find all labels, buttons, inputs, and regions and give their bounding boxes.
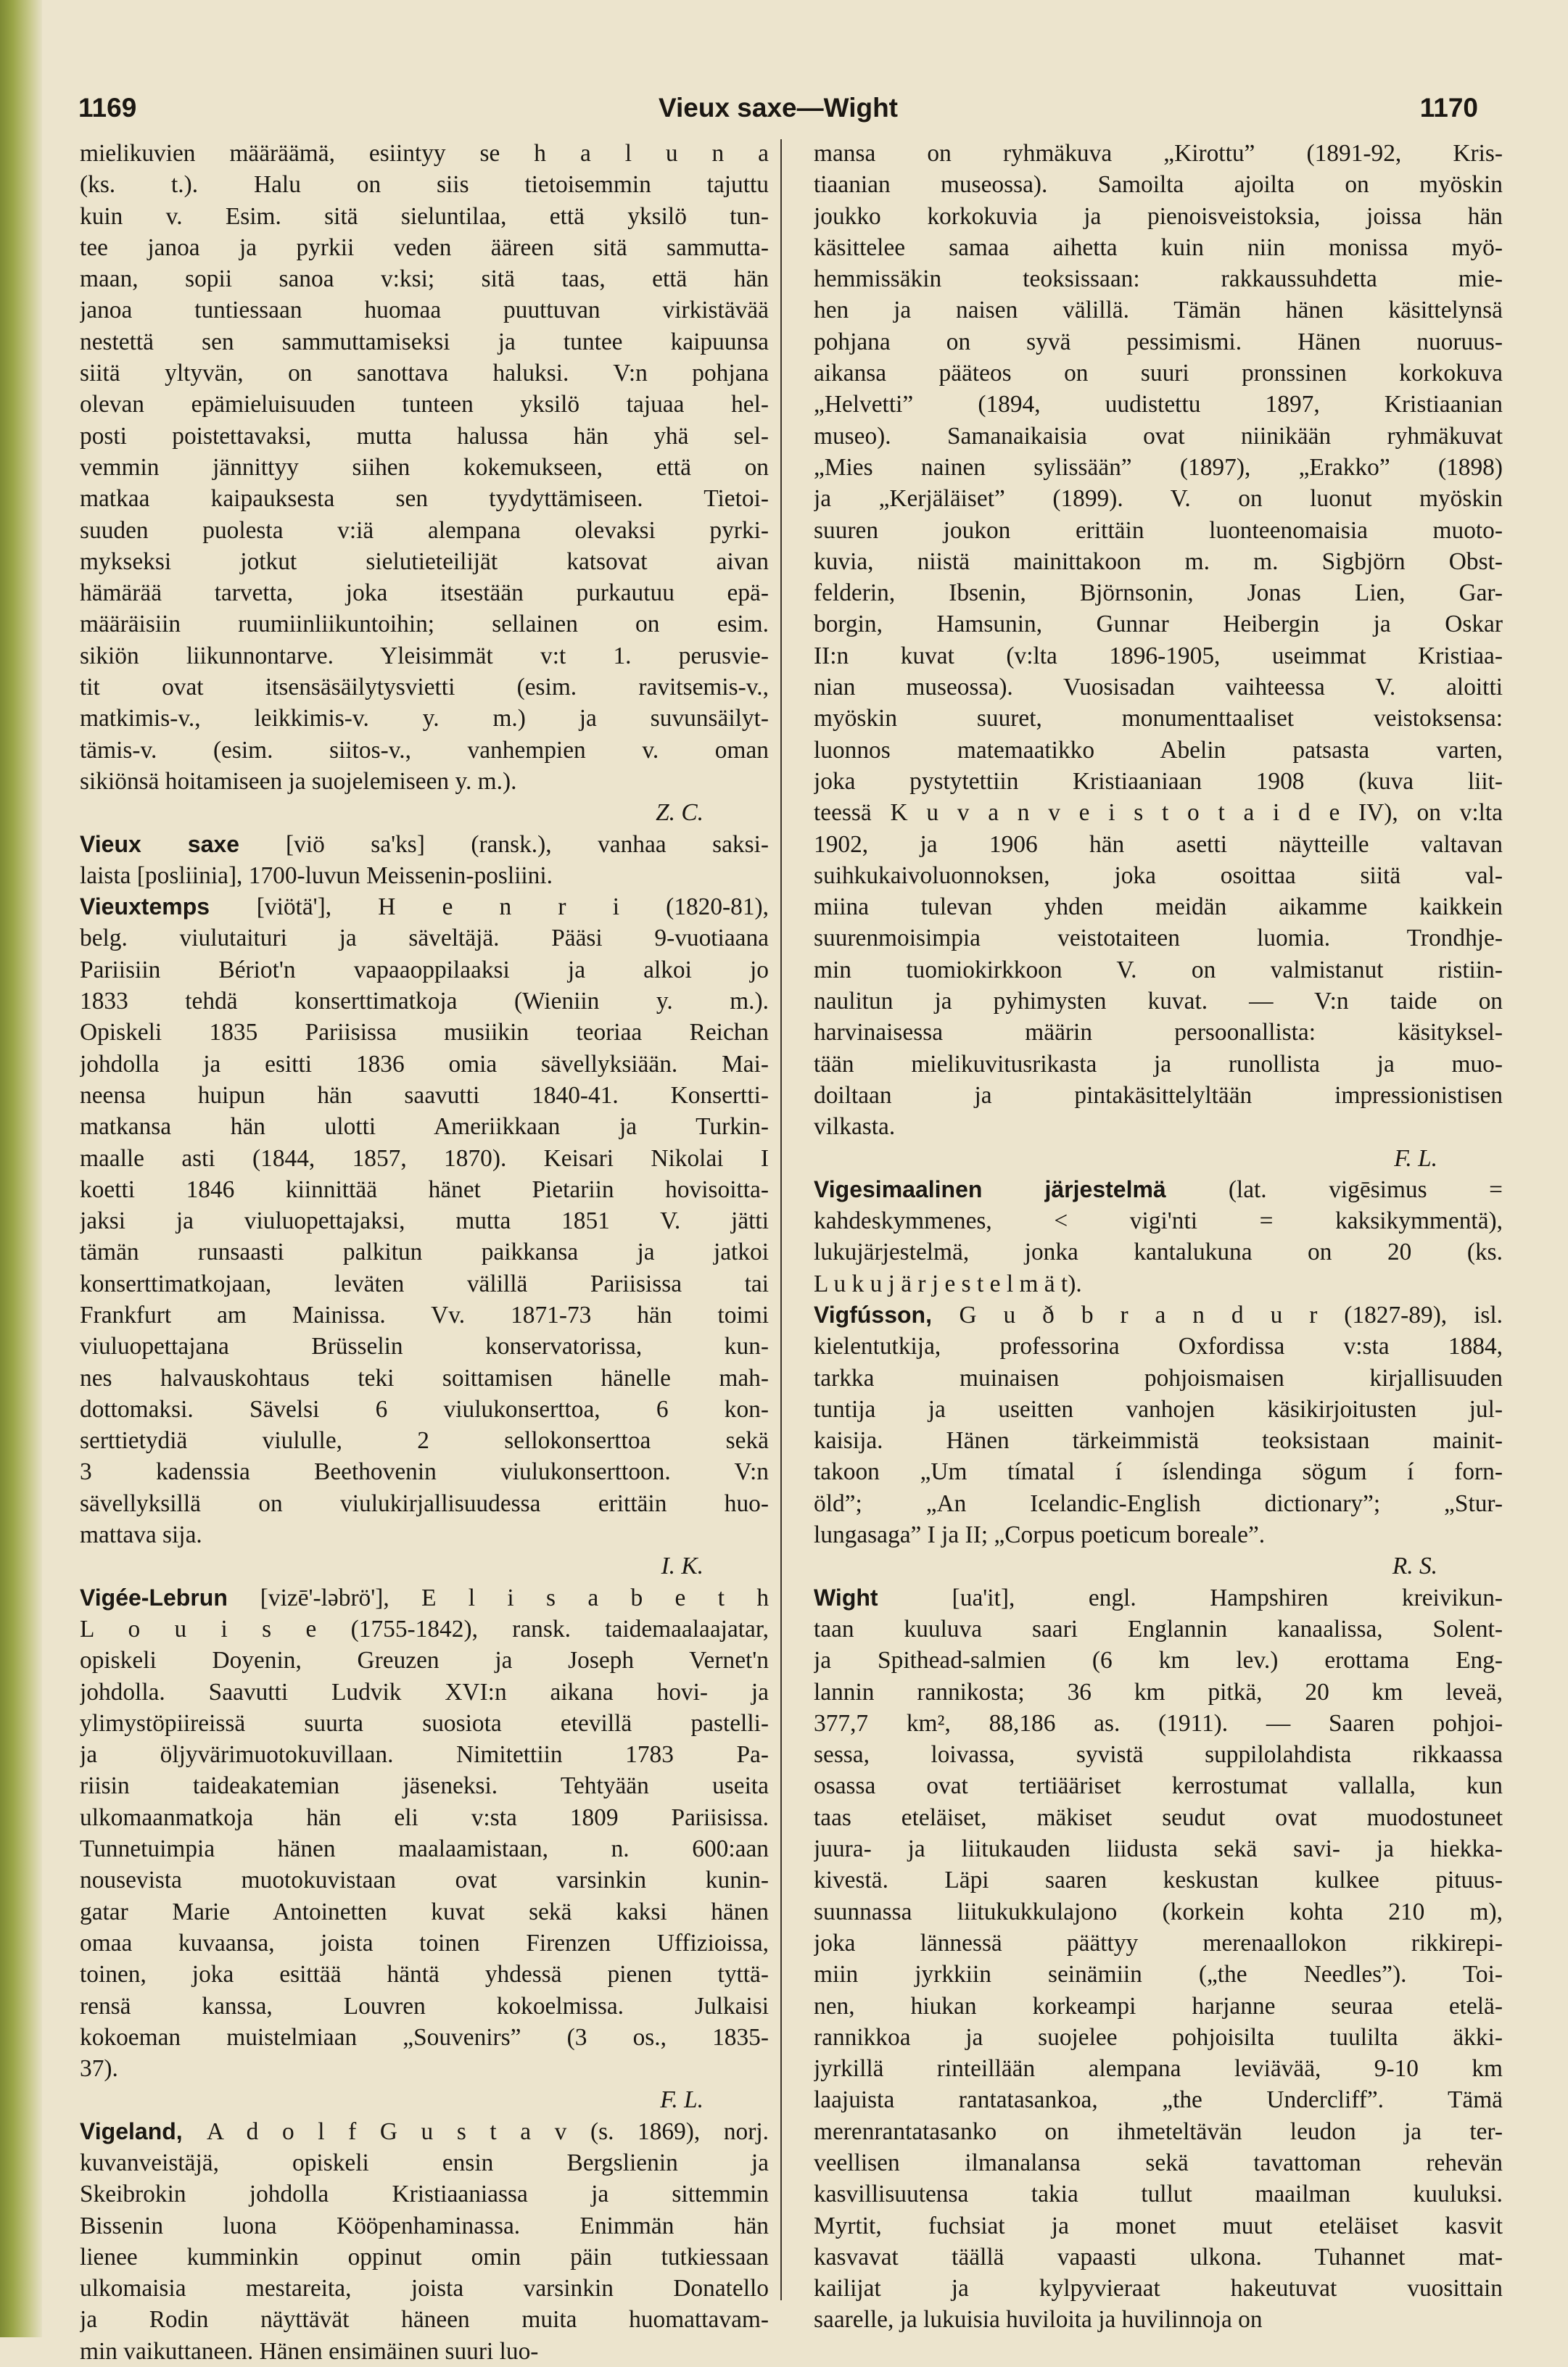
- article-line: konserttimatkojaan, leväten välillä Pariisissa tai: [80, 1270, 769, 1297]
- body-line: maan, sopii sanoa v:ksi; sitä taas, että hän: [80, 265, 769, 293]
- article-line: ja öljyvärimuotokuvillaan. Nimitettiin 1783 Pa-: [80, 1741, 769, 1769]
- article-first-line: [80, 891, 769, 922]
- body-line: luonnos matemaatikko Abelin patsasta varten,: [814, 736, 1503, 764]
- body-line: borgin, Hamsunin, Gunnar Heibergin ja Oskar: [814, 611, 1503, 638]
- article-line: taan kuuluva saari Englannin kanaalissa, Solent-: [814, 1615, 1503, 1643]
- article-line: toinen, joka esittää häntä yhdessä pienen tyttä-: [80, 1961, 769, 1988]
- article-line: lannin rannikosta; 36 km pitkä, 20 km leveä,: [814, 1678, 1503, 1706]
- article-line: ja Rodin näyttävät häneen muita huomattavam-: [80, 2306, 769, 2334]
- article-line: juura- ja liitukauden liidusta sekä savi- ja hiekka-: [814, 1835, 1503, 1863]
- right-column: [814, 138, 1503, 2336]
- author-signature: F. L.: [1394, 1144, 1437, 1172]
- article-line: kokoeman muistelmiaan „Souvenirs” (3 os., 1835-: [80, 2023, 769, 2051]
- body-line: miina tulevan yhden meidän aikamme kaikkein: [814, 893, 1503, 921]
- article-line: dottomaksi. Sävelsi 6 viulukonserttoa, 6 kon-: [80, 1395, 769, 1423]
- body-line: felderin, Ibsenin, Björnsonin, Jonas Lien, Gar-: [814, 579, 1503, 607]
- article-line: Opiskeli 1835 Pariisissa musiikin teoriaa Reichan: [80, 1019, 769, 1046]
- article-line: 37).: [80, 2055, 118, 2083]
- body-line: mykseksi jotkut sielutieteilijät katsovat aivan: [80, 548, 769, 575]
- body-line: tiaanian museossa). Samoilta ajoilta on myöskin: [814, 171, 1503, 199]
- body-line: kuin v. Esim. sitä sieluntilaa, että yksilö tun-: [80, 202, 769, 230]
- article-line: 3 kadenssia Beethovenin viulukonserttoon. V:n: [80, 1458, 769, 1486]
- article-line: Bissenin luona Kööpenhaminassa. Enimmän hän: [80, 2212, 769, 2239]
- body-line: tit ovat itsensäsäilytysvietti (esim. ravitsemis-v.,: [80, 674, 769, 701]
- article-line: johdolla. Saavutti Ludvik XVI:n aikana hovi- ja: [80, 1678, 769, 1706]
- author-signature: F. L.: [660, 2086, 703, 2114]
- article-line: joka lännessä päättyy merenaallokon rikkirepi-: [814, 1929, 1503, 1957]
- body-line: matkaa kaipauksesta sen tyydyttämiseen. Tietoi-: [80, 485, 769, 513]
- body-line: janoa tuntiessaan huomaa puuttuvan virkistävää: [80, 297, 769, 324]
- body-line: mielikuvien määräämä, esiintyy se h a l u n a: [80, 140, 769, 167]
- body-line: vilkasta.: [814, 1113, 896, 1141]
- article-line: jaksi ja viuluopettajaksi, mutta 1851 V. jätti: [80, 1207, 769, 1235]
- article-first-line: [80, 2116, 769, 2147]
- body-line: joka pystytettiin Kristiaaniaan 1908 (kuva liit-: [814, 767, 1503, 795]
- author-signature: Z. C.: [656, 799, 703, 827]
- article-line: riisin taideakatemian jäseneksi. Tehtyään useita: [80, 1772, 769, 1800]
- article-first-line: [80, 829, 769, 860]
- article-line: maalle asti (1844, 1857, 1870). Keisari Nikolai I: [80, 1144, 769, 1172]
- article-line: min vaikuttaneen. Hänen ensimäinen suuri luo-: [80, 2337, 539, 2365]
- article-line: veellisen ilmanalansa sekä tavattoman rehevän: [814, 2149, 1503, 2176]
- body-line: nian museossa). Vuosisadan vaihteessa V. aloitti: [814, 674, 1503, 701]
- body-line: sikiön liikunnontarve. Yleisimmät v:t 1. perusvie-: [80, 642, 769, 669]
- body-line: myöskin suuret, monumenttaaliset veistoksensa:: [814, 705, 1503, 732]
- body-line: tämis-v. (esim. siitos-v., vanhempien v. oman: [80, 736, 769, 764]
- article-line: neensa huipun hän saavutti 1840-41. Konsertti-: [80, 1081, 769, 1109]
- article-line: jyrkillä rinteillään alempana leviävää, 9-10 km: [814, 2055, 1503, 2083]
- article-line: kasvavat täällä vapaasti ulkona. Tuhannet mat-: [814, 2243, 1503, 2271]
- article-line: nen, hiukan korkeampi harjanne seuraa etelä-: [814, 1992, 1503, 2020]
- body-line: suurenmoisimpia veistotaiteen luomia. Trondhje-: [814, 925, 1503, 952]
- body-line: doiltaan ja pintakäsittelyltään impressionistisen: [814, 1081, 1503, 1109]
- body-line: (ks. t.). Halu on siis tietoisemmin tajuttu: [80, 171, 769, 199]
- article-line: 1833 tehdä konserttimatkoja (Wieniin y. m.).: [80, 988, 769, 1015]
- body-line: naulitun ja pyhimysten kuvat. — V:n taide on: [814, 988, 1503, 1015]
- article-headword: Vieuxtemps: [80, 893, 257, 920]
- body-line: määräisiin ruumiinliikuntoihin; sellainen on esim.: [80, 611, 769, 638]
- body-line: suuden puolesta v:iä alempana olevaksi pyrki-: [80, 516, 769, 544]
- article-line: sessa, loivassa, syvistä suppilolahdista rikkaassa: [814, 1741, 1503, 1769]
- body-line: olevan epämieluisuuden tunteen yksilö tajuaa hel-: [80, 391, 769, 418]
- article-line: Tunnetuimpia hänen maalaamistaan, n. 600:aan: [80, 1835, 769, 1863]
- article-line: lungasaga” I ja II; „Corpus poeticum boreale”.: [814, 1521, 1266, 1549]
- article-line: kaisija. Hänen tärkeimmistä teoksistaan mainit-: [814, 1427, 1503, 1455]
- article-line: Pariisiin Bériot'n vapaaoppilaaksi ja alkoi jo: [80, 956, 769, 983]
- article-line: johdolla ja esitti 1836 omia sävellyksiään. Mai-: [80, 1050, 769, 1078]
- column-divider: [780, 139, 782, 2300]
- article-line: suunnassa liitukukkulajono (korkein kohta 210 m),: [814, 1898, 1503, 1925]
- body-line: kuvia, niistä mainittakoon m. m. Sigbjörn Obst-: [814, 548, 1503, 575]
- article-text: G u ð b r a n d u r (1827-89), isl.: [959, 1301, 1503, 1329]
- body-line: matkimis-v., leikkimis-v. y. m.) ja suvunsäilyt-: [80, 705, 769, 732]
- body-line: suuren joukon erittäin luonteenomaisia muoto-: [814, 516, 1503, 544]
- article-line: 377,7 km², 88,186 as. (1911). — Saaren pohjoi-: [814, 1709, 1503, 1737]
- article-first-line: [814, 1582, 1503, 1614]
- article-line: kahdeskymmenes, < vigi'nti = kaksikymmentä),: [814, 1207, 1503, 1235]
- article-line: ja Spithead-salmien (6 km lev.) erottama Eng-: [814, 1647, 1503, 1674]
- body-line: museo). Samanaikaisia ovat niinikään ryhmäkuvat: [814, 422, 1503, 450]
- body-line: 1902, ja 1906 hän asetti näytteille valtavan: [814, 830, 1503, 858]
- article-headword: Vieux saxe: [80, 830, 286, 857]
- left-column: [80, 138, 769, 2367]
- article-text: [vizē'-lǝbrö'], E l i s a b e t h: [260, 1584, 769, 1611]
- body-line: siitä yltyvän, on sanottava haluksi. V:n pohjana: [80, 360, 769, 387]
- article-line: sävellyksillä on viulukirjallisuudessa erittäin huo-: [80, 1490, 769, 1517]
- body-line: min tuomiokirkkoon V. on valmistanut ristiin-: [814, 956, 1503, 983]
- body-line: suihkukaivoluonnoksen, joka osoittaa siitä val-: [814, 862, 1503, 889]
- body-line: hämärää tarvetta, joka itsestään purkautuu epä-: [80, 579, 769, 607]
- article-headword: Wight: [814, 1584, 952, 1611]
- article-line: rannikkoa ja suojelee pohjoisilta tuulilta äkki-: [814, 2023, 1503, 2051]
- article-line: ulkomaisia mestareita, joista varsinkin Donatello: [80, 2275, 769, 2302]
- article-line: nousevista muotokuvistaan ovat varsinkin kunin-: [80, 1867, 769, 1894]
- article-line: tuntija ja useitten vanhojen käsikirjoitusten jul-: [814, 1395, 1503, 1423]
- article-line: laista [posliinia], 1700-luvun Meissenin-posliini.: [80, 862, 553, 889]
- running-title: Vieux saxe—Wight: [658, 93, 899, 123]
- article-line: Frankfurt am Mainissa. Vv. 1871-73 hän toimi: [80, 1301, 769, 1329]
- article-line: omaa kuvaansa, joista toinen Firenzen Uffizioissa,: [80, 1929, 769, 1957]
- article-line: kailijat ja kylpyvieraat hakeutuvat vuosittain: [814, 2275, 1503, 2302]
- body-line: „Mies nainen sylissään” (1897), „Erakko” (1898): [814, 453, 1503, 481]
- body-line: tään mielikuvitusrikasta ja runollista ja muo-: [814, 1050, 1503, 1078]
- article-headword: Vigfússon,: [814, 1301, 960, 1328]
- article-line: Skeibrokin johdolla Kristiaaniassa ja sittemmin: [80, 2181, 769, 2208]
- article-first-line: [814, 1174, 1503, 1205]
- article-first-line: [814, 1300, 1503, 1331]
- article-line: L u k u j ä r j e s t e l m ä t).: [814, 1270, 1082, 1297]
- body-line: harvinaisessa määrin persoonallista: käsityksel-: [814, 1019, 1503, 1046]
- article-line: osassa ovat tertiääriset kerrostumat vallalla, kun: [814, 1772, 1503, 1800]
- article-text: [ua'it], engl. Hampshiren kreivikun-: [952, 1584, 1503, 1611]
- body-line: käsittelee samaa aihetta kuin niin monissa myö-: [814, 234, 1503, 261]
- body-line: tee janoa ja pyrkii veden ääreen sitä sammutta-: [80, 234, 769, 261]
- article-line: öld”; „An Icelandic-English dictionary”; „Stur-: [814, 1490, 1503, 1517]
- article-line: mattava sija.: [80, 1521, 202, 1549]
- body-line: hen ja naisen välillä. Tämän hänen käsittelynsä: [814, 297, 1503, 324]
- article-line: taas eteläiset, mäkiset seudut ovat muodostuneet: [814, 1804, 1503, 1831]
- author-signature: R. S.: [1392, 1553, 1437, 1580]
- body-line: joukko korkokuvia ja pienoisveistoksia, joissa hän: [814, 202, 1503, 230]
- body-line: nestettä sen sammuttamiseksi ja tuntee kaipuunsa: [80, 328, 769, 355]
- article-line: kivestä. Läpi saaren keskustan kulkee pituus-: [814, 1867, 1503, 1894]
- article-text: [viötä'], H e n r i (1820-81),: [256, 893, 769, 921]
- article-line: matkansa hän ulotti Ameriikkaan ja Turkin-: [80, 1113, 769, 1141]
- body-line: „Helvetti” (1894, uudistettu 1897, Kristiaanian: [814, 391, 1503, 418]
- body-line: sikiönsä hoitamiseen ja suojelemiseen y. m.).: [80, 767, 517, 795]
- article-line: merenrantatasanko on ihmeteltävän leudon ja ter-: [814, 2118, 1503, 2145]
- book-binding-edge: [0, 0, 42, 2337]
- article-line: viuluopettajana Brüsselin konservatorissa, kun-: [80, 1333, 769, 1360]
- article-line: kielentutkija, professorina Oxfordissa v:sta 1884,: [814, 1333, 1503, 1360]
- article-line: miin jyrkkiin seinämiin („the Needles”). Toi-: [814, 1961, 1503, 1988]
- article-line: opiskeli Doyenin, Greuzen ja Joseph Vernet'n: [80, 1647, 769, 1674]
- article-line: belg. viulutaituri ja säveltäjä. Pääsi 9-vuotiaana: [80, 925, 769, 952]
- left-page-number: 1169: [78, 93, 137, 123]
- article-headword: Vigesimaalinen järjestelmä: [814, 1176, 1229, 1202]
- article-line: nes halvauskohtaus teki soittamisen hänelle mah-: [80, 1364, 769, 1392]
- body-line: hemmissäkin teoksissaan: rakkaussuhdetta mie-: [814, 265, 1503, 293]
- article-line: kasvillisuutensa takia tullut maailman kuuluksi.: [814, 2181, 1503, 2208]
- article-line: gatar Marie Antoinetten kuvat sekä kaksi hänen: [80, 1898, 769, 1925]
- article-line: Myrtit, fuchsiat ja monet muut eteläiset kasvit: [814, 2212, 1503, 2239]
- article-line: kuvanveistäjä, opiskeli ensin Bergslienin ja: [80, 2149, 769, 2176]
- article-line: ylimystöpiireissä suurta suosiota etevillä pastelli-: [80, 1709, 769, 1737]
- right-page-number: 1170: [1419, 93, 1478, 123]
- article-line: laajuista rantatasankoa, „the Undercliff”. Tämä: [814, 2086, 1503, 2114]
- article-line: ulkomaanmatkoja hän eli v:sta 1809 Pariisissa.: [80, 1804, 769, 1831]
- article-line: tarkka muinaisen pohjoismaisen kirjallisuuden: [814, 1364, 1503, 1392]
- article-text: [viö sa'ks] (ransk.), vanhaa saksi-: [286, 830, 769, 858]
- body-line: ja „Kerjäläiset” (1899). V. on luonut myöskin: [814, 485, 1503, 513]
- body-line: II:n kuvat (v:lta 1896-1905, useimmat Kristiaa-: [814, 642, 1503, 669]
- article-line: saarelle, ja lukuisia huviloita ja huvilinnoja on: [814, 2306, 1263, 2334]
- body-line: teessä K u v a n v e i s t o t a i d e IV), on v:lta: [814, 799, 1503, 827]
- article-text: A d o l f G u s t a v (s. 1869), norj.: [206, 2118, 769, 2145]
- body-line: posti poistettavaksi, mutta halussa hän yhä sel-: [80, 422, 769, 450]
- article-line: L o u i s e (1755-1842), ransk. taidemaalaajatar,: [80, 1615, 769, 1643]
- article-line: serttietydiä viululle, 2 sellokonserttoa sekä: [80, 1427, 769, 1455]
- body-line: mansa on ryhmäkuva „Kirottu” (1891-92, Kris-: [814, 140, 1503, 167]
- article-line: koetti 1846 kiinnittää hänet Pietariin hovisoitta-: [80, 1176, 769, 1203]
- article-line: lukujärjestelmä, jonka kantalukuna on 20 (ks.: [814, 1239, 1503, 1266]
- body-line: pohjana on syvä pessimismi. Hänen nuoruus-: [814, 328, 1503, 355]
- body-line: aikansa pääteos on suuri pronssinen korkokuva: [814, 360, 1503, 387]
- author-signature: I. K.: [661, 1553, 703, 1580]
- article-line: rensä kanssa, Louvren kokoelmissa. Julkaisi: [80, 1992, 769, 2020]
- article-headword: Vigée-Lebrun: [80, 1584, 260, 1611]
- article-headword: Vigeland,: [80, 2118, 207, 2144]
- article-text: (lat. vigēsimus =: [1228, 1176, 1503, 1203]
- article-first-line: [80, 1582, 769, 1614]
- page-header: [78, 93, 1478, 136]
- article-line: takoon „Um tímatal í íslendinga sögum í forn-: [814, 1458, 1503, 1486]
- body-line: vemmin jännittyy siihen kokemukseen, että on: [80, 453, 769, 481]
- article-line: tämän runsaasti palkitun paikkansa ja jatkoi: [80, 1239, 769, 1266]
- article-line: lienee kumminkin oppinut omin päin tutkiessaan: [80, 2243, 769, 2271]
